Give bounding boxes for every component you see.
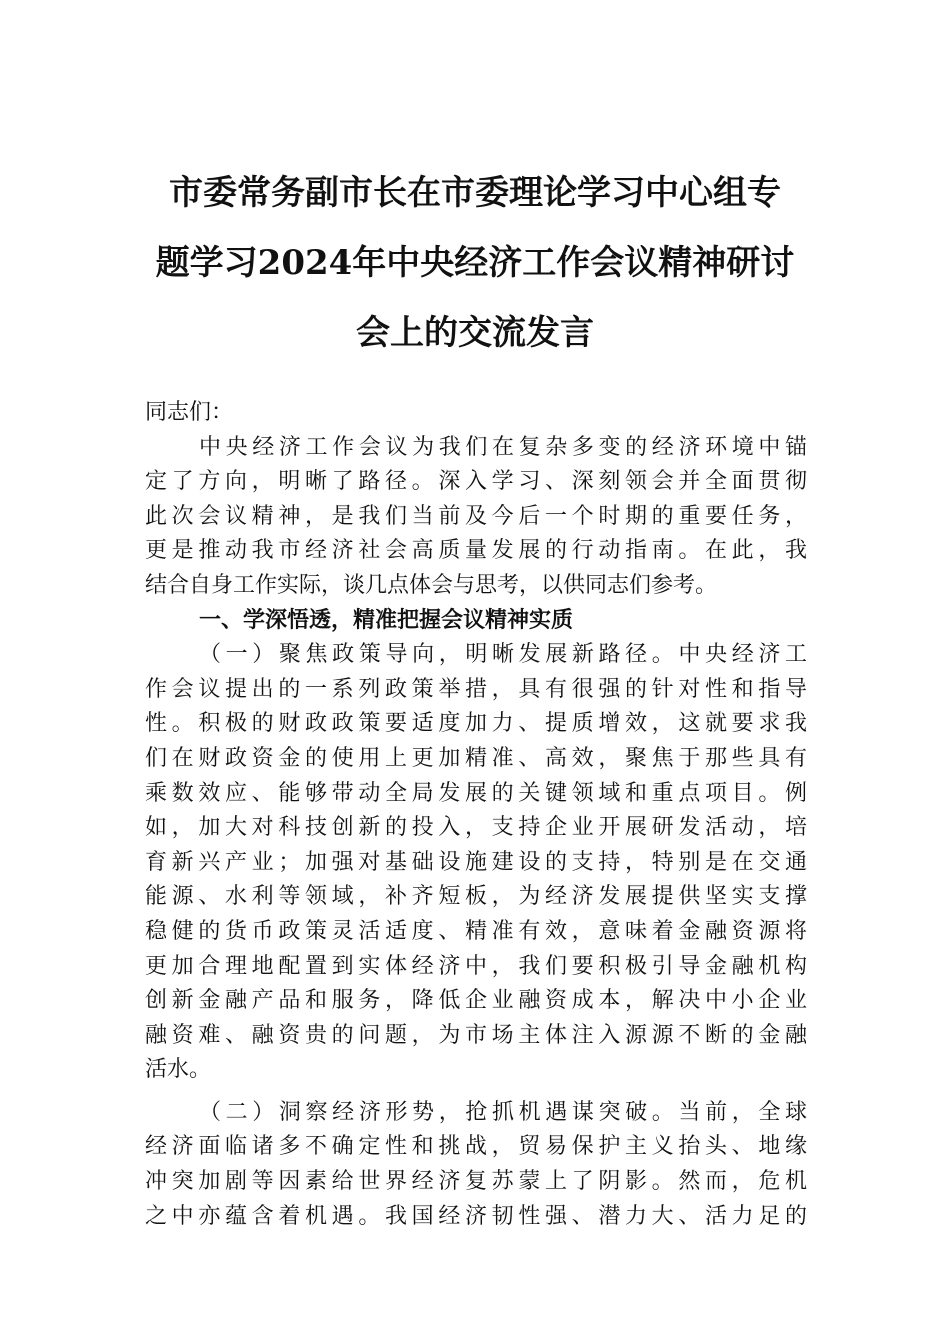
section-heading: 一、学深悟透，精准把握会议精神实质 <box>199 607 574 633</box>
paragraph-line: 经济面临诸多不确定性和挑战，贸易保护主义抬头、地缘 <box>145 1134 807 1160</box>
paragraph-line: 作会议提出的一系列政策举措，具有很强的针对性和指导 <box>145 676 807 702</box>
paragraph-line: 创新金融产品和服务，降低企业融资成本，解决中小企业 <box>145 988 807 1014</box>
paragraph-line: （一）聚焦政策导向，明晰发展新路径。中央经济工 <box>199 642 807 668</box>
intro-paragraph <box>145 431 807 604</box>
paragraph-line: 如，加大对科技创新的投入，支持企业开展研发活动，培 <box>145 815 807 841</box>
paragraph-line: 定了方向，明晰了路径。深入学习、深刻领会并全面贯彻 <box>145 469 807 495</box>
paragraph-economic-situation <box>145 1096 807 1234</box>
document-body <box>145 396 807 1234</box>
paragraph-line: 乘数效应、能够带动全局发展的关键领域和重点项目。例 <box>145 780 807 806</box>
title-line: 市委常务副市长在市委理论学习中心组专 <box>169 173 781 213</box>
paragraph-line: 更加合理地配置到实体经济中，我们要积极引导金融机构 <box>145 953 807 979</box>
paragraph-policy-orientation <box>145 638 807 1088</box>
paragraph-line: 之中亦蕴含着机遇。我国经济韧性强、潜力大、活力足的 <box>145 1203 807 1229</box>
paragraph-line: 育新兴产业；加强对基础设施建设的支持，特别是在交通 <box>145 849 807 875</box>
document-title <box>145 158 805 368</box>
paragraph-line: （二）洞察经济形势，抢抓机遇谋突破。当前，全球 <box>199 1099 807 1125</box>
title-line: 题学习2024年中央经济工作会议精神研讨 <box>155 243 795 283</box>
paragraph-line: 们在财政资金的使用上更加精准、高效，聚焦于那些具有 <box>145 745 807 771</box>
paragraph-line: 融资难、融资贵的问题，为市场主体注入源源不断的金融 <box>145 1022 807 1048</box>
salutation: 同志们： <box>145 400 234 425</box>
paragraph-spacer <box>145 1088 807 1096</box>
paragraph-line: 此次会议精神，是我们当前及今后一个时期的重要任务， <box>145 503 807 529</box>
paragraph-line: 结合自身工作实际，谈几点体会与思考，以供同志们参考。 <box>145 572 718 598</box>
paragraph-line: 性。积极的财政政策要适度加力、提质增效，这就要求我 <box>145 711 807 737</box>
title-line: 会上的交流发言 <box>356 313 594 353</box>
paragraph-line: 中央经济工作会议为我们在复杂多变的经济环境中锚 <box>199 434 807 460</box>
paragraph-line: 冲突加剧等因素给世界经济复苏蒙上了阴影。然而，危机 <box>145 1169 807 1195</box>
paragraph-line: 稳健的货币政策灵活适度、精准有效，意味着金融资源将 <box>145 918 807 944</box>
paragraph-line: 更是推动我市经济社会高质量发展的行动指南。在此，我 <box>145 538 807 564</box>
paragraph-line: 活水。 <box>145 1057 212 1083</box>
paragraph-line: 能源、水利等领域，补齐短板，为经济发展提供坚实支撑 <box>145 884 807 910</box>
